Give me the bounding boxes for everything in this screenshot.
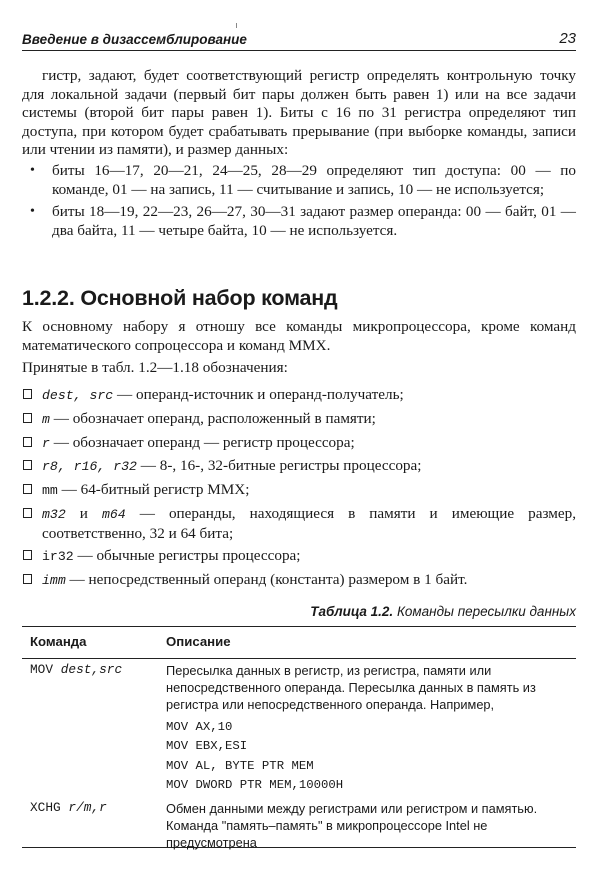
list-item [22,481,576,501]
description-text: Обмен данными между регистрами или регистром и памятью. Команда "память–память" в микропроцессоре Intel не предусмотрена [166,801,538,851]
notation-text: — обычные регистры процессора; [73,547,301,565]
header-title: Введение в дизассемблирование [22,32,247,47]
page-number: 23 [559,30,576,47]
table-header-rule [22,658,576,659]
checkbox-square-icon [23,437,32,447]
example-line: MOV AL, BYTE PTR MEM [166,758,314,773]
notation-list [22,386,576,595]
checkbox-square-icon [23,413,32,423]
checkbox-square-icon [23,550,32,560]
notation-code: m [42,411,50,427]
notation-intro: Принятые в табл. 1.2—1.18 обозначения: [22,359,288,376]
notation-text: — непосредственный операнд (константа) размером в 1 байт. [65,571,468,589]
list-item [22,434,576,454]
notation-code-2: m64 [101,506,126,522]
example-line: MOV DWORD PTR MEM,10000H [166,778,344,793]
notation-code: mm [42,483,58,499]
notation-text: — 64-битный регистр MMX; [57,481,250,499]
list-item [22,571,576,591]
column-header-command: Команда [30,634,87,649]
example-line: MOV EBX,ESI [166,739,248,754]
description-cell [166,662,566,796]
table-caption [310,604,576,619]
checkbox-square-icon [23,460,32,470]
notation-text: — обозначает операнд — регистр процессора; [49,433,355,451]
list-item [22,505,576,543]
command-mnemonic: XCHG [30,800,61,815]
notation-text: — операнды, находящиеся в памяти и имеющие размер, соответственно, 32 и 64 бита; [42,504,576,542]
notation-code: ir32 [42,549,74,565]
table-top-rule [22,626,576,627]
notation-code: dest, src [42,388,114,403]
examples-block [166,718,566,796]
table-caption-text: Команды пересылки данных [393,604,576,619]
margin-mark [236,23,237,28]
example-line: MOV AX,10 [166,719,233,734]
notation-text: — операнд-источник и операнд-получатель; [113,386,404,403]
list-item [22,547,576,567]
notation-code: imm [42,573,66,589]
section-paragraph: К основному набору я отношу все команды микропроцессора, кроме команд математического сопроцессора и команд MMX. [22,318,576,354]
bullet-text: биты 16—17, 20—21, 24—25, 28—29 определяют тип доступа: 00 — по команде, 01 — на запись, 11 — считывание и запись, 10 — не используется; [52,162,576,198]
command-mnemonic: MOV [30,662,54,677]
table-caption-label: Таблица 1.2. [310,604,394,619]
bullet-icon: • [30,204,35,220]
notation-text: — обозначает операнд, расположенный в памяти; [49,409,376,427]
notation-joiner: и [65,504,102,522]
running-header [22,30,576,51]
column-header-description: Описание [166,634,231,649]
bullet-icon: • [30,163,35,178]
checkbox-square-icon [23,574,32,584]
section-heading: 1.2.2. Основной набор команд [22,286,338,310]
intro-paragraph: гистр, задают, будет соответствующий регистр определять контрольную точку для локальной задачи (первый бит пары должен быть равен 1) или на все задачи системы (второй бит пары равен 1). Биты с 16 по 31 регистра определяют тип доступа, при котором будет срабатывать прерывание (при выборке команды, записи или чтении из памяти), и размер данных: [22,67,576,159]
list-item [22,410,576,430]
list-item [22,203,576,240]
description-cell [166,800,566,852]
notation-text: — 8-, 16-, 32-битные регистры процессора; [136,457,422,475]
list-item [22,162,576,199]
command-args: dest,src [60,662,123,677]
checkbox-square-icon [23,484,32,494]
command-cell [30,662,122,677]
list-item [22,386,576,406]
notation-code: m32 [42,506,66,522]
list-item [22,457,576,477]
checkbox-square-icon [23,508,32,518]
notation-code: r8, r16, r32 [42,459,137,475]
command-cell [30,800,107,815]
description-text: Пересылка данных в регистр, из регистра, памяти или непосредственного операнда. Пересылка данных в память из регистра или непосредственного операнда. Например, [166,663,536,713]
notation-code: r [42,435,50,451]
bit-field-list [22,162,576,244]
checkbox-square-icon [23,389,32,399]
bullet-text: биты 18—19, 22—23, 26—27, 30—31 задают размер операнда: 00 — байт, 01 — два байта, 11 — четыре байта, 10 — не используется. [52,203,576,239]
command-args: r/m,r [68,800,107,815]
